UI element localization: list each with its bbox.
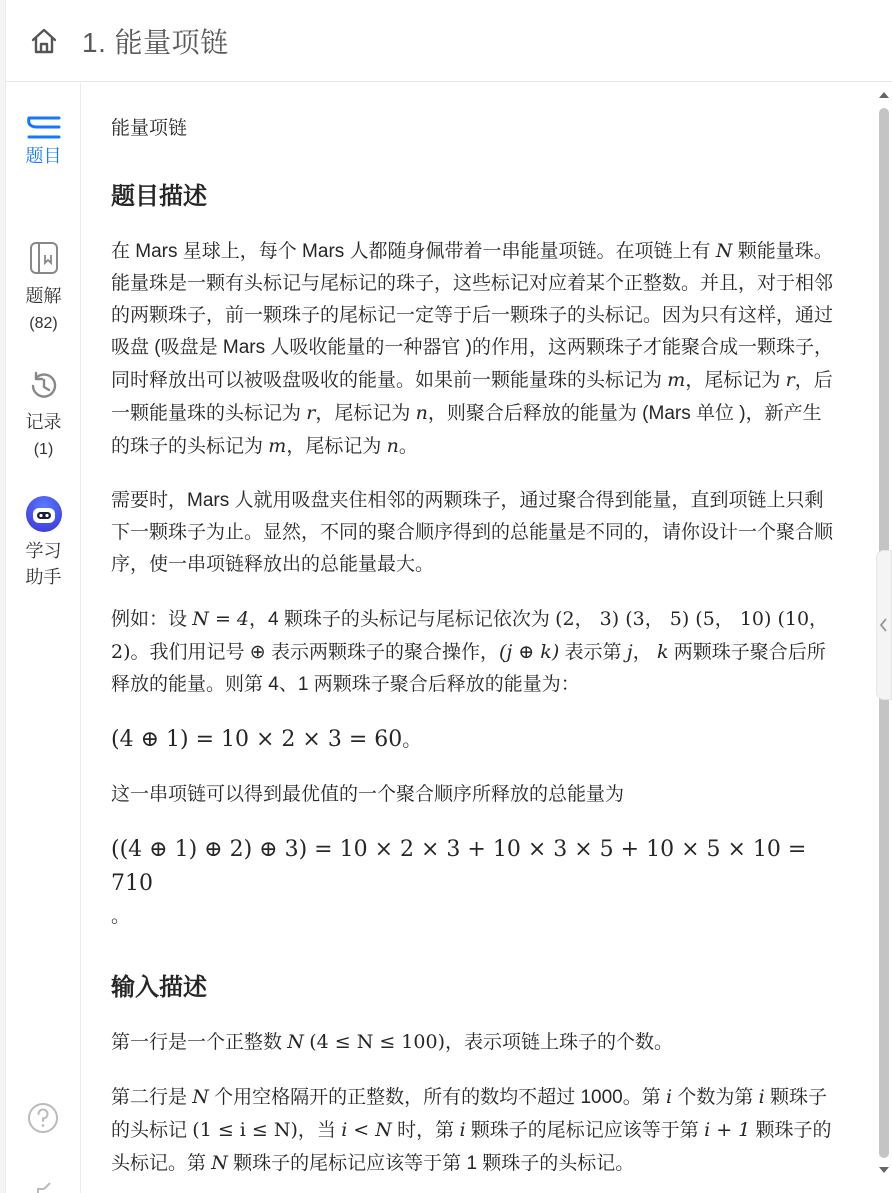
equation-example-1: (4 ⊕ 1) = 10 × 2 × 3 = 60。 [111,727,422,752]
description-paragraph-1: 在 Mars 星球上，每个 Mars 人都随身佩带着一串能量项链。在项链上有 N 颗能量珠。能量珠是一颗有头标记与尾标记的珠子，这些标记对应着某个正整数。并且，对于相邻的两颗珠子，前一颗珠子的尾标记一定等于后一颗珠子的头标记。因为只有这样，通过吸盘 (吸盘是 Mars 人吸收能量的一种器官 )的作用，这两颗珠子才能聚合成一颗珠子，同时释放出可以被吸盘吸收的能量。如果前一颗能量珠的头标记为 m，尾标记为 r，后一颗能量珠的头标记为 r，尾标记为 n，则聚合后释放的能量为 (Mars 单位 )，新产生的珠子的头标记为 m，尾标记为 n。 [111,240,834,457]
equation-example-2: ((4 ⊕ 1) ⊕ 2) ⊕ 3) = 10 × 2 × 3 + 10 × 3 × 5 + 10 × 5 × 10 = 710 。 [111,837,807,927]
solution-book-icon [28,241,60,275]
description-paragraph-3: 例如：设 N = 4，4 颗珠子的头标记与尾标记依次为 (2， 3) (3， 5) (5， 10) (10， 2)。我们用记号 ⊕ 表示两颗珠子的聚合操作，(j ⊕ k) 表示第 j， k 两颗珠子聚合后所释放的能量。则第 4、1 两颗珠子聚合后释放的能量为： [111,608,829,695]
sidebar-item-assistant[interactable] [6,496,81,590]
help-button[interactable] [26,1101,60,1140]
page-title: 1. 能量项链 [82,26,229,58]
expand-arrow-icon [34,1181,60,1193]
robot-assistant-icon [26,496,62,532]
sidebar-label-assistant: 学习 助手 [25,541,62,587]
problem-content [82,83,876,1193]
chevron-left-icon [879,617,889,633]
menu-list-icon [25,113,63,143]
home-icon [29,26,59,56]
top-header [6,0,892,82]
expand-button[interactable] [34,1181,60,1193]
sidebar [6,83,81,1193]
sidebar-count-solutions: (82) [29,315,58,332]
problem-name: 能量项链 [111,118,188,139]
collapse-panel-tab[interactable] [876,550,892,700]
sidebar-label-problem: 题目 [25,146,62,166]
home-button[interactable] [24,21,64,61]
sidebar-item-records[interactable] [6,369,81,459]
help-circle-icon [26,1101,60,1135]
sidebar-count-records: (1) [33,441,54,458]
section-title-input: 输入描述 [111,974,207,1001]
sidebar-item-problem[interactable] [6,113,81,169]
sidebar-label-records: 记录 [25,412,62,432]
description-paragraph-2: 需要时，Mars 人就用吸盘夹住相邻的两颗珠子，通过聚合得到能量，直到项链上只剩下一颗珠子为止。显然，不同的聚合顺序得到的总能量是不同的，请你设计一个聚合顺序，使一串项链释放出的总能量最大。 [111,490,834,575]
scroll-down-arrow-icon[interactable] [878,1164,890,1176]
sidebar-item-solutions[interactable] [6,241,81,333]
input-paragraph-1: 第一行是一个正整数 N (4 ≤ N ≤ 100)，表示项链上珠子的个数。 [111,1031,674,1053]
history-icon [27,369,61,403]
input-paragraph-2: 第二行是 N 个用空格隔开的正整数，所有的数均不超过 1000。第 i 个数为第 i 颗珠子的头标记 (1 ≤ i ≤ N)，当 i < N 时，第 i 颗珠子的尾标记应该等于第 i + 1 颗珠子的头标记。第 N 颗珠子的尾标记应该等于第 1 颗珠子的头标记。 [111,1086,832,1174]
description-paragraph-4: 这一串项链可以得到最优值的一个聚合顺序所释放的总能量为 [111,784,625,805]
scroll-up-arrow-icon[interactable] [878,89,890,101]
sidebar-label-solutions: 题解 [25,286,62,306]
section-title-description: 题目描述 [111,183,207,210]
